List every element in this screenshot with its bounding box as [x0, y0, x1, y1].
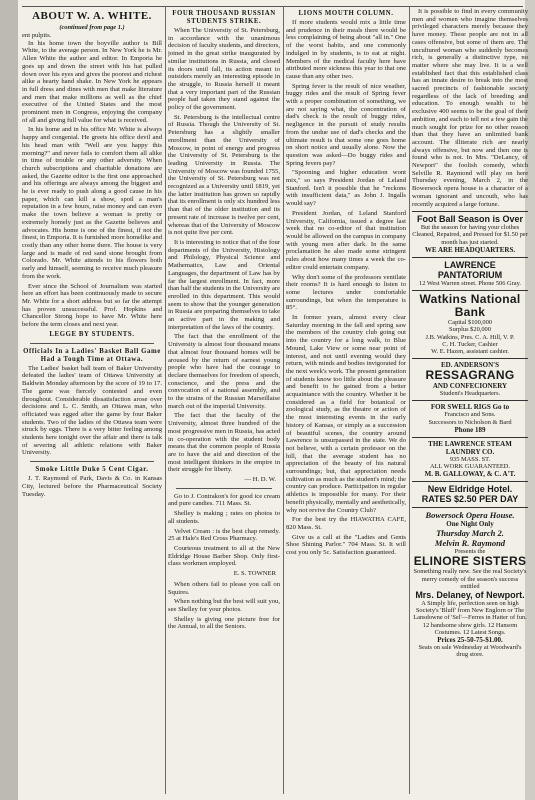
top-rule: [22, 6, 523, 7]
paragraph: "Spooning and higher education wont mix," so says President Jordan of Leland Stanford. Isn't it possible that he "reckons with insufficient data," as John J. Ingalls would say?: [286, 169, 406, 208]
local-notice: Go to J. Contrakon's for good ice cream and pure candies. 711 Mass. St.: [168, 492, 280, 508]
ad-headline: THE LAWRENCE STEAM LAUNDRY CO.: [428, 439, 512, 456]
ad-text: Phone 189: [454, 425, 486, 434]
paragraph: If more students would mix a little time and prudence in their meals there would be less complaining of being about "all in." One of the worst habits, and one commonly indulged in by students, is to eat at night. Members of the medical faculty here have attributed more sickness this year to that one cause than any other two.: [286, 19, 406, 80]
ad-text: Surplus $20,000: [449, 326, 491, 334]
advertisement-opera-house: [412, 507, 528, 658]
ad-text: Thursday March 2.: [436, 528, 504, 539]
paragraph: St. Petersburg is the intellectual centre of Russia. Though the University of St. Petersburg has a slightly smaller enrollment than the University of Moscow, in point of energy and progress the University of St. Petersburg is the leading University in Russia. The University of Moscow was founded 1755, the University of St. Petersburg was not recognized as a University until 1819, yet the latter institution has grown so rapidly that its enrollment is only six hundred less than that of the older institution and its present rate of increase is twelve per cent, whereas that of the University of Moscow is not quite five per cent.: [168, 113, 280, 237]
paragraph: It is interesting to notice that of the four departments of the University, Histology and Philology, Physical Science and Mathematics, Law and Oriental Languages, the department of Law has by far the largest enrollment. In fact, more than half the students in the University are enrolled in this department. This would seem to show that the younger generation in Russia are preparing themselves to take an active part in the making and interpretation of the laws of the country.: [168, 238, 280, 331]
scan-binding-edge: [0, 0, 18, 800]
article-signature: — H. D. W.: [244, 476, 276, 484]
ad-headline: Watkins National Bank: [419, 292, 521, 320]
ad-text: Student's Headquarters.: [439, 390, 501, 398]
advertisement-pantatorium: [412, 257, 528, 287]
column-rule: [283, 6, 284, 794]
column-1: [22, 8, 162, 792]
ad-text: Presents the: [454, 548, 486, 556]
column-2: [168, 8, 280, 792]
local-notice: When nothing but the best will suit you, see Shelley for your photos.: [168, 598, 280, 613]
local-notice: Courteous treatment to all at the New Eldridge House Barber Shop. Only first-class workmen employed.: [168, 545, 280, 568]
continued-note: (continued from page 1.): [59, 24, 125, 31]
ad-text: RATES $2.50 PER DAY: [421, 494, 519, 505]
advertisement-restaurant: [412, 358, 528, 397]
ad-text: Prices 25-50-75-$1.00.: [437, 635, 503, 644]
paragraph: The Ladies' basket ball team of Baker University defeated the ladies' team of Ottawa University at Baldwin Monday afternoon by the score of 19 to 17. The game was fiercely contested and even throughout. Considerable dissatisfaction arose over decisions and L. C. Smith, an Ottawa man, who officiated was egged after the game by four Baker students. Two of the ladies of the Ottawa team were struck by eggs. There is a very bitter feeling among students here tonight over the affair and there is talk of severing all athletic relations with Baker University.: [22, 364, 162, 457]
paragraph: The fact that the enrollment of the University is almost four thousand means that almost four thousand homes will be aroused by the return of earnest young people who have had the courage to declare themselves for freedom of speech, conscience, and the press and the convocation of a national assembly, and to the strains of the Russian Marseillaise march out of the imperial University.: [168, 333, 280, 410]
advertisement-pressing: [412, 211, 528, 254]
ad-text: Francisco and Sons.: [444, 411, 496, 419]
separator: [30, 461, 154, 462]
paragraph: Why don't some of the professors ventilate their rooms? It is hard enough to listen to some lectures under comfortable surroundings, but when the temperature is 85°.: [286, 273, 406, 312]
paragraph: Ever since the School of Journalism was started here an effort has been continuously made to secure Mr. White for a short address but so far the attempt has proven unsuccessful. Prof. Hopkins and Chancellor Strong hope to have Mr. White here before the term closes and next year.: [22, 282, 162, 329]
advertisement-rigs: [412, 400, 528, 433]
ad-text: WE ARE HEADQUARTERS.: [424, 245, 516, 254]
local-notice: When others fail to please you call on Squires.: [168, 580, 280, 596]
article-byline: LEGGE BY STUDENTS.: [49, 330, 135, 338]
ad-text: 935 MASS. ST.: [449, 455, 491, 463]
paragraph: When The University of St. Petersburg, in accordance with the unanimous decision of faculty students, and directors, joined in the great strike inaugurated by similar institutions in Russia, and closed its doors until fall, its action meant to outsiders merely an interesting episode in the struggle, to Russia herself it meant that a very important part of the Russian people had taken they stand against the policy of the government.: [168, 27, 280, 112]
column-rule: [165, 6, 166, 794]
local-notice: Give us a call at the "Ladies and Gents Shoe Shining Parlor." 704 Mass. St. It will cost you only 5c. Satisfaction guaranteed.: [286, 533, 406, 557]
ad-headline: FOR SWELL RIGS Go to: [430, 403, 510, 412]
ad-text: Capital $100,000: [447, 319, 493, 327]
article-headline: LIONS MOUTH COLUMN.: [298, 10, 394, 17]
ad-headline: Bowersock Opera House.: [425, 510, 515, 521]
advertisement-bank: [412, 290, 528, 355]
paragraph: In his home town the boyville author is Bill White, to the average person. In New York he is Mr. Allen White the author and editor. In Emporia he goes up and down the street with his hat pulled down over his eyes and gives the poorest and richest alike a hearty hand shake. In New York he appears in full dress and dines with men that make literature and men that make millions as well as the chief executive of the United States and the most prominent men in Congress, enjoying the company of all and giving full value for what is received.: [22, 39, 162, 124]
ad-text: Mrs. Delaney, of Newport.: [415, 589, 525, 600]
column-rule: [409, 6, 410, 794]
ad-text: M. B. GALLOWAY, & C. A'T.: [424, 470, 516, 479]
ad-text: ALL WORK GUARANTEED.: [429, 462, 511, 470]
article-headline: Smoke Little Duke 5 Cent Cigar.: [35, 466, 149, 474]
ad-text: But the season for having your clothes Cleaned, Repaired, and Pressed for $1.50 per month has just started.: [412, 224, 528, 246]
article-headline: Officials In a Ladies' Basket Ball Game Had a Tough Time at Ottawa.: [23, 347, 161, 363]
article-headline: ABOUT W. A. WHITE.: [32, 10, 152, 22]
ad-headline: LAWRENCE PANTATORIUM: [437, 259, 503, 280]
ad-text: One Night Only: [446, 520, 494, 529]
separator: [30, 343, 154, 344]
ad-text: Successors to Nicholson & Bard: [428, 418, 512, 426]
paragraph: President Jordan, of Leland Stanford University, California, issued a degree last week that no co-editor of that institution would be allowed on the campus in company with young men after dark. In the same proclamation he also made some stringent rules about how many times a week the co-editor could entertain company.: [286, 209, 406, 271]
continued-tail: ent pulpits.: [22, 32, 52, 39]
ad-headline: RESSAGRANG: [425, 368, 515, 383]
ad-text: A Simply life, perfection seen on high Society's 'Bluff' from New Englorn or The Lansdowne of 'Sel'—Ferres in Hatter of fun. 12 handsome show girls. 12 Hansom Costumes. 12 Latest Songs.: [413, 599, 527, 636]
article-headline: FOUR THOUSAND RUSSIAN STUDENTS STRIKE.: [172, 10, 276, 25]
ad-headline: Foot Ball Season is Over: [416, 214, 524, 225]
local-notice: For the best try the HIAWATHA CAFE, 820 Mass. St.: [286, 516, 406, 531]
advertisement-laundry: [412, 437, 528, 478]
ad-text: ED. ANDERSON'S: [441, 361, 499, 370]
paragraph: J. T. Raymond of Park, Davis & Co. in Kansas City, lectured before the Pharmaceutical Society Tuesday.: [22, 475, 162, 498]
paragraph: In former years, almost every clear Saturday morning in the fall and spring saw the members of the country club going out into the country for a long walk, to Blue Mound, Lake View or some near point of interest, and not until evening would they return, with minds and bodies invigorated for the next week's work. The present generation of students know too little about the pleasure and benefit to be gained from a better acquaintance with the country. Whether it be considered as a field for botanical or zoological study, as the theatre or action of the most interesting events in the early history of Kansas, or simply as a succession of beautiful scenes, the country around Lawrence is unsurpassed in the state. We do not believe, with a certain professor on the hill, that the average student has no appreciation of the beauty of his natural surroundings; but, that appreciation needs cultivation as much as the student's mind; the country can produce. Participation in regular athletics is impossible for many. For their benefit physically, mentally and aesthetically, why not revive the Country Club?: [286, 314, 406, 514]
advertisement-hotel: [412, 481, 528, 504]
ad-text: J.B. Watkins, Pres. C. A. Hill, V. P.: [425, 333, 515, 341]
column-4: [412, 8, 528, 792]
separator: [176, 488, 272, 489]
ad-text: Melvin R. Raymond: [434, 538, 506, 549]
paragraph: The fact that the faculty of the University, almost three hundred of the most progressive men in Russia, has acted in co-operation with the student body means that the common people of Russia are to have the aid and direction of the most intelligent thinkers in the empire in their struggle for liberty.: [168, 412, 280, 474]
local-notice: Shelley is giving one picture free for the Annual, to all the Seniors.: [168, 615, 280, 631]
paragraph: Spring fever is the result of nice weather, buggy rides and the result of Spring fever with a proper combination of something, we are not saying what, the concentration of dad's check is the result of buggy rides, negligence in the pursuit of study results from the undue use of dad's checks and the ultimate result is that some one goes home on short notice and usually alone. Now the question was asked—Do buggy rides and Spring fevers pay?: [286, 82, 406, 167]
ad-headline: New Eldridge Hotel.: [427, 484, 513, 495]
column-3: [286, 8, 406, 792]
local-notice: Velvet Cream : is the best chap remedy. 25 at Hale's Red Cross Pharmacy.: [168, 527, 280, 543]
ad-text: W. E. Hazen, assistant cashier.: [431, 347, 509, 355]
ad-text: C. H. Tucker, Cashier: [442, 340, 498, 348]
ad-text: AND CONFECIONERY: [432, 382, 508, 391]
paragraph: It is possible to find in every community men and women who imagine themselves privileged characters merely because they have money. These people are not in all cases offensive, but some of them are. The uncultured woman who suddenly becomes rich, is generally a distinctive type, no matter where she may live. It is a well established fact that this established class has an innate desire to break into the most sacred precincts of fashionable society regardless of the lack of breeding and education. To enough wealth to be exclusive 400 seems to be the goal of their ambition, and each to tell not a few gain the much sought for prize for no other reason than that they have an unlimited bank account. The illiterate rich are nearly always offensive, but now and then one is found who is not. In Mrs. "DeLancy, of Newport" the foolish comedy, which Selville R. Raymond will play on here Thursday evening, March 2, in the Bowersock opera house is a character of a woman ignorant and uncouth, who has recently acquired a large fortune.: [412, 8, 528, 208]
ad-text: 12 West Warren street. Phone 506 Gray.: [419, 279, 521, 287]
local-notice: Shelley is making ; rates on photos to all students.: [168, 510, 280, 525]
ad-text: ELINORE SISTERS: [413, 554, 527, 569]
ad-text: Something really new. See the real Society's merry comedy of the season's success entitled: [413, 568, 527, 590]
ad-text: Seats on sale Wednesday at Woodward's drug store.: [418, 643, 522, 659]
notice-signature: E. S. TOWNER: [233, 570, 276, 578]
paragraph: In his home and in his office Mr. White is always happy and congenial. He greets his office devil and his head man with "Well are you happy this morning?" and never fails to comfort them all alike in time of trouble or any other adversity. When church subscriptions and charitable donations are asked, the Gazette editor is the first one approached and his offerings are always among the biggest and he is ever ready to push along a good cause in his paper, which can kill a show, spoil a man's reputation in a few hours, raise money and can even make the town believe a woman is pretty or extremely homely just as the Gazette believes and advocates. His home is one of the finest, if not the finest, in Emporia. It is furnished more homelike and costly than any other home there. The house is very large and is made of red sand stone brought from Colorado. Mr. White attends to his flowers both early and himself, seeming to receive much pleasure from the work.: [22, 126, 162, 280]
